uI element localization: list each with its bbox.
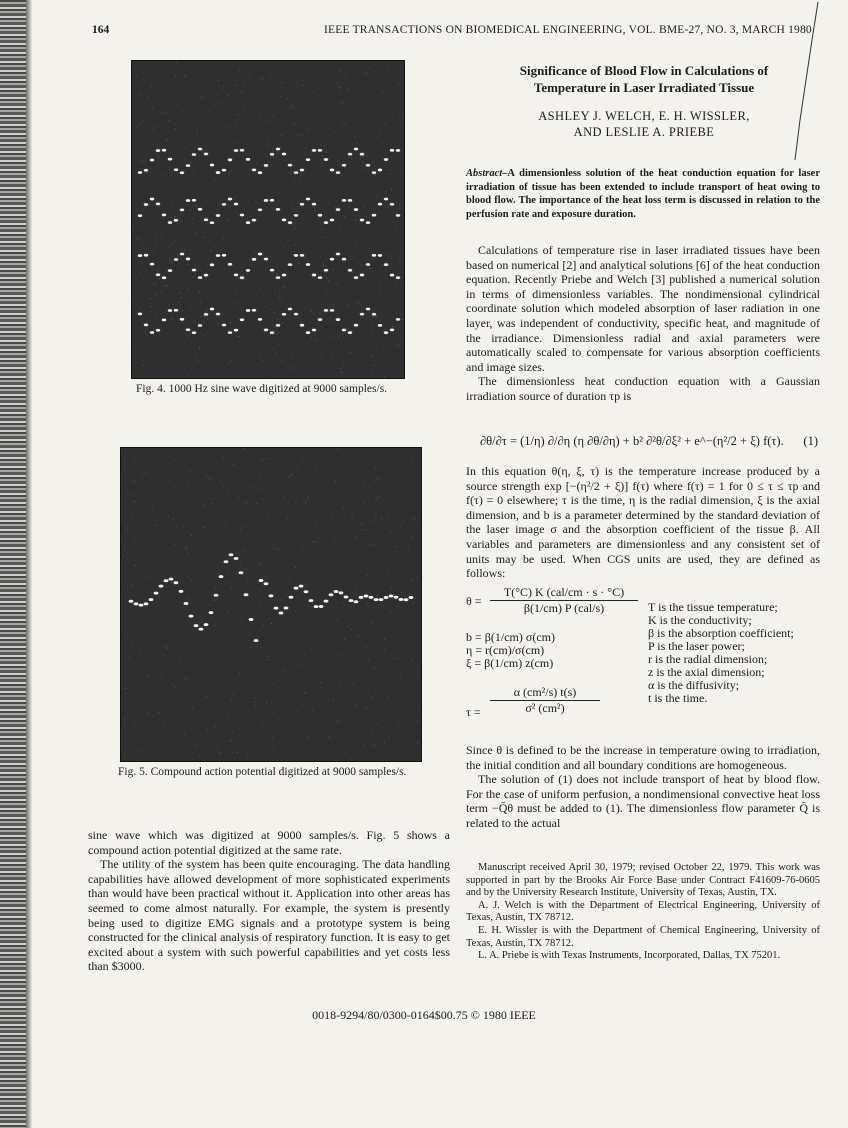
footnotes xyxy=(466,862,820,963)
authors-line-1: ASHLEY J. WELCH, E. H. WISSLER, xyxy=(538,109,750,123)
figure-4-trace xyxy=(132,61,404,378)
article-header xyxy=(466,62,822,140)
equation-body: ∂θ/∂τ = (1/η) ∂/∂η (η ∂θ/∂η) + b² ∂²θ/∂ξ² + e^−(η²/2 + ξ) f(τ). xyxy=(480,434,784,448)
var-r: r is the radial dimension; xyxy=(648,652,768,666)
def-xi: ξ = β(1/cm) z(cm) xyxy=(466,656,554,670)
equation-number: (1) xyxy=(803,434,818,448)
figure-4-photo xyxy=(131,60,405,379)
footnote-manuscript: Manuscript received April 30, 1979; revised October 22, 1979. This work was supported in part by the Brooks Air Force Base under Contract F41609-76-0605 and by the University Research Institute, University of Texas, Austin, TX. xyxy=(466,862,820,899)
copyright-line: 0018-9294/80/0300-0164$00.75 © 1980 IEEE xyxy=(312,1008,536,1022)
abstract-text: –A dimensionless solution of the heat conduction equation for laser irradiation of tissue has been extended to include transport of heat owing to blood flow. The importance of the heat loss term is discussed in relation to the perfusion rate and exposure duration. xyxy=(466,168,820,220)
paragraph: In this equation θ(η, ξ, τ) is the temperature increase produced by a source strength exp [−(η²/2 + ξ)] f(τ) where f(τ) = 1 for 0 ≤ τ ≤ τp and f(τ) = 0 elsewhere; τ is the time, η is the radial dimension, ξ is the axial dimension, and b is a parameter determined by the standard deviation of the laser image σ and the absorption coefficient of the tissue β. All variables and parameters are dimensionless and any consistent set of units may be used. When CGS units are used, they are defined as follows: xyxy=(466,464,820,581)
var-beta: β is the absorption coefficient; xyxy=(648,626,794,640)
figure-5-trace xyxy=(121,448,421,761)
paragraph: Calculations of temperature rise in laser irradiated tissues have been based on numerical [2] and analytical solutions [6] of the heat conduction equation. Recently Priebe and Welch [3] published a numerical solution in terms of dimensionless variables. The nondimensional cylindrical coordinate solution which modeled absorption of laser radiation in one layer, was independent of conductivity, specific heat, and magnitude of the irradiance. Dimensionless radial and axial parameters were automatically scaled to compensate for various absorption coefficients and image sizes. xyxy=(466,243,820,374)
dimension-definitions xyxy=(466,631,555,670)
paragraph: The solution of (1) does not include transport of heat by blood flow. For the case of uniform perfusion, a nondimensional convective heat loss term −Q̄θ must be added to (1). The dimensionless flow parameter Q̄ is related to the actual xyxy=(466,772,820,830)
figure-5-caption: Fig. 5. Compound action potential digitized at 9000 samples/s. xyxy=(118,766,407,778)
var-T: T is the tissue temperature; xyxy=(648,600,778,614)
article-title xyxy=(466,62,822,96)
footnote-welch: A. J. Welch is with the Department of Electrical Engineering, University of Texas, Austin, TX 78712. xyxy=(466,899,820,924)
theta-numerator: T(°C) K (cal/cm · s · °C) xyxy=(503,585,625,599)
variable-definitions: θ = T(°C) K (cal/cm · s · °C) β(1/cm) P (cal/s) b = β(1/cm) σ(cm) η = r(cm)/σ(cm) ξ = β(1/cm) z(cm) τ = $\frac{\text{α (cm²/s) t(s)}}{\text{σ² (cm²)}}$ T is the tissue temperature; K is the conductivity; β is the absorption coefficient; P is the laser power; r is the radial dimension; z is the axial dimension; α is the diffusivity; t is the time. xyxy=(466,585,794,719)
journal-running-title: IEEE TRANSACTIONS ON BIOMEDICAL ENGINEERING, VOL. BME-27, NO. 3, MARCH 1980 xyxy=(324,24,812,36)
var-P: P is the laser power; xyxy=(648,639,745,653)
right-column-continued xyxy=(466,743,820,831)
abstract xyxy=(466,167,820,221)
def-eta: η = r(cm)/σ(cm) xyxy=(466,643,545,657)
figure-5-photo xyxy=(120,447,422,762)
def-b: b = β(1/cm) σ(cm) xyxy=(466,630,555,644)
tau-denominator: σ² (cm²) xyxy=(490,700,600,716)
figure-4-caption: Fig. 4. 1000 Hz sine wave digitized at 9000 samples/s. xyxy=(136,383,388,395)
var-alpha: α is the diffusivity; xyxy=(648,678,740,692)
footnote-wissler: E. H. Wissler is with the Department of Chemical Engineering, University of Texas, Austin, TX 78712. xyxy=(466,924,820,949)
page-header xyxy=(0,24,848,42)
right-column-intro xyxy=(466,243,820,404)
tau-fraction xyxy=(490,685,600,716)
paragraph: The dimensionless heat conduction equation with a Gaussian irradiation source of duration τp is xyxy=(466,374,820,403)
left-column-text xyxy=(88,828,450,974)
paragraph: sine wave which was digitized at 9000 samples/s. Fig. 5 shows a compound action potential digitized at the same rate. xyxy=(88,828,450,857)
var-z: z is the axial dimension; xyxy=(648,665,765,679)
title-line-2: Temperature in Laser Irradiated Tissue xyxy=(533,80,755,95)
paragraph: Since θ is defined to be the increase in temperature owing to irradiation, the initial condition and all boundary conditions are homogeneous. xyxy=(466,743,820,772)
variable-list xyxy=(648,601,794,705)
footnote-priebe: L. A. Priebe is with Texas Instruments, Incorporated, Dallas, TX 75201. xyxy=(478,950,781,962)
abstract-label: Abstract xyxy=(466,168,503,179)
paragraph: The utility of the system has been quite encouraging. The data handling capabilities have allowed development of more sophisticated experiments than would have been practical without it. Application into other areas has seemed to come almost naturally. For example, the system is presently being used to digitize EMG signals and a prototype system is being constructed for the clinical analysis of respiratory function. It is easy to get excited about a system with such powerful capabilities and yet costs less than $3000. xyxy=(88,857,450,974)
var-t: t is the time. xyxy=(648,691,708,705)
authors-line-2: AND LESLIE A. PRIEBE xyxy=(573,125,715,139)
theta-denominator: β(1/cm) P (cal/s) xyxy=(490,600,638,616)
page-number: 164 xyxy=(92,24,110,36)
equation-1 xyxy=(480,420,820,460)
theta-fraction xyxy=(490,585,638,616)
right-column-definitions-intro xyxy=(466,464,820,581)
tau-numerator: α (cm²/s) t(s) xyxy=(513,685,577,699)
title-line-1: Significance of Blood Flow in Calculations of xyxy=(519,63,769,78)
var-K: K is the conductivity; xyxy=(648,613,752,627)
article-authors xyxy=(466,108,822,140)
